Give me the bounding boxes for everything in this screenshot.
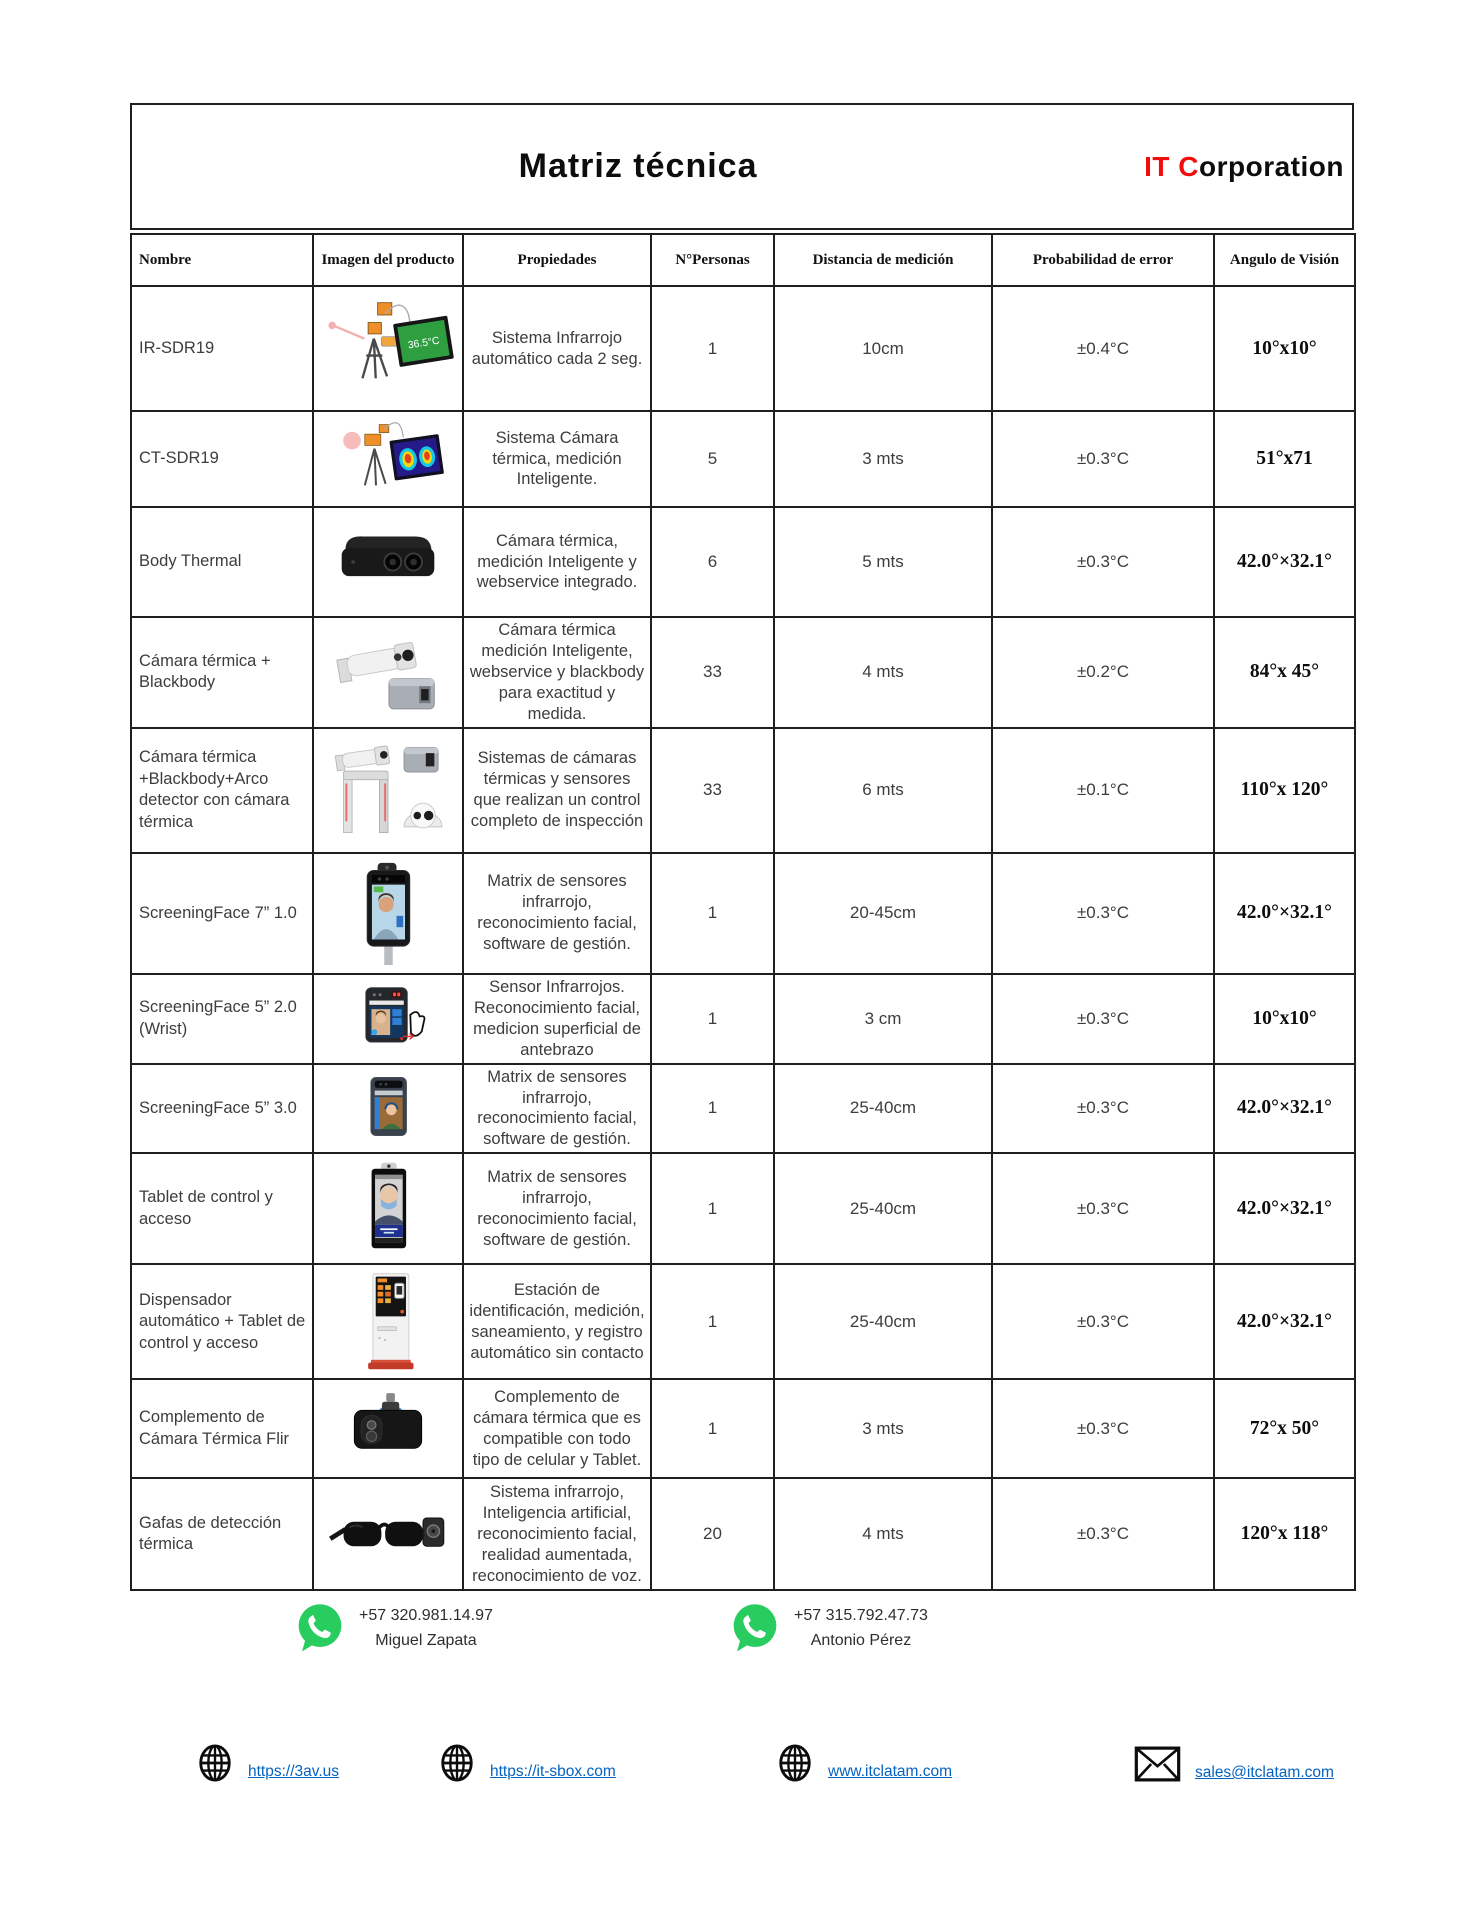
product-persons: 1 <box>651 974 774 1064</box>
whatsapp-icon[interactable] <box>728 1602 782 1656</box>
table-row <box>131 617 1355 728</box>
product-distance: 25-40cm <box>774 1264 992 1379</box>
product-distance: 3 cm <box>774 974 992 1064</box>
product-persons: 20 <box>651 1478 774 1590</box>
product-image-screeningface-5-2-wrist <box>334 979 442 1058</box>
column-header-angulo: Angulo de Visión <box>1214 234 1355 286</box>
product-error: ±0.2°C <box>992 617 1214 728</box>
logo-red-part: IT C <box>1144 150 1199 182</box>
product-error: ±0.3°C <box>992 853 1214 974</box>
product-persons: 6 <box>651 507 774 617</box>
product-name: Complemento de Cámara Térmica Flir <box>131 1379 313 1478</box>
product-image-ir-sdr19 <box>317 297 459 401</box>
column-header-distancia: Distancia de medición <box>774 234 992 286</box>
product-angle: 10°x10° <box>1214 286 1355 411</box>
company-logo <box>1144 151 1352 183</box>
product-name: Cámara térmica + Blackbody <box>131 617 313 728</box>
product-persons: 1 <box>651 853 774 974</box>
product-error: ±0.3°C <box>992 1064 1214 1154</box>
product-angle: 10°x10° <box>1214 974 1355 1064</box>
product-properties: Matrix de sensores infrarrojo, reconocimiento facial, software de gestión. <box>463 1064 651 1154</box>
product-error: ±0.3°C <box>992 1153 1214 1264</box>
header-row <box>131 234 1355 286</box>
column-header-personas: N°Personas <box>651 234 774 286</box>
page-title: Matriz técnica <box>518 147 758 185</box>
product-image-camara-blackbody-arco <box>317 738 459 842</box>
footer <box>0 1570 1483 1920</box>
product-distance: 20-45cm <box>774 853 992 974</box>
product-image-dispensador <box>317 1270 459 1374</box>
product-distance: 3 mts <box>774 1379 992 1478</box>
product-name: CT-SDR19 <box>131 411 313 507</box>
table-row <box>131 1153 1355 1264</box>
product-image-tablet-control <box>323 1161 453 1256</box>
product-angle: 84°x 45° <box>1214 617 1355 728</box>
product-angle: 42.0°×32.1° <box>1214 1064 1355 1154</box>
contact-miguel <box>293 1602 493 1656</box>
product-properties: Sistemas de cámaras térmicas y sensores que realizan un control completo de inspección <box>463 728 651 853</box>
globe-icon <box>196 1742 234 1784</box>
product-properties: Matrix de sensores infrarrojo, reconocimiento facial, software de gestión. <box>463 853 651 974</box>
contact-name: Miguel Zapata <box>375 1632 477 1649</box>
product-distance: 3 mts <box>774 411 992 507</box>
column-header-propiedades: Propiedades <box>463 234 651 286</box>
product-name: ScreeningFace 7” 1.0 <box>131 853 313 974</box>
link-itsbox-label[interactable]: https://it-sbox.com <box>490 1763 616 1780</box>
whatsapp-icon[interactable] <box>293 1602 347 1656</box>
product-properties: Sistema Infrarrojo automático cada 2 seg. <box>463 286 651 411</box>
product-distance: 5 mts <box>774 507 992 617</box>
product-name: Body Thermal <box>131 507 313 617</box>
product-angle: 51°x71 <box>1214 411 1355 507</box>
product-persons: 33 <box>651 617 774 728</box>
product-distance: 4 mts <box>774 1478 992 1590</box>
link-sales-email <box>1134 1746 1334 1782</box>
contact-phone: +57 320.981.14.97 <box>359 1607 493 1625</box>
product-angle: 42.0°×32.1° <box>1214 853 1355 974</box>
product-persons: 1 <box>651 1064 774 1154</box>
product-error: ±0.4°C <box>992 286 1214 411</box>
product-distance: 25-40cm <box>774 1064 992 1154</box>
title-row <box>130 103 1354 230</box>
link-3av-label[interactable]: https://3av.us <box>248 1763 340 1780</box>
product-persons: 1 <box>651 1153 774 1264</box>
product-persons: 1 <box>651 1379 774 1478</box>
product-name: IR-SDR19 <box>131 286 313 411</box>
link-itclatam <box>776 1742 952 1784</box>
product-persons: 5 <box>651 411 774 507</box>
table-row <box>131 1379 1355 1478</box>
product-persons: 33 <box>651 728 774 853</box>
product-matrix-table <box>130 233 1356 1591</box>
product-angle: 42.0°×32.1° <box>1214 1153 1355 1264</box>
product-name: ScreeningFace 5” 3.0 <box>131 1064 313 1154</box>
product-error: ±0.3°C <box>992 1264 1214 1379</box>
table-row <box>131 507 1355 617</box>
product-name: Tablet de control y acceso <box>131 1153 313 1264</box>
product-properties: Complemento de cámara térmica que es compatible con todo tipo de celular y Tablet. <box>463 1379 651 1478</box>
product-distance: 25-40cm <box>774 1153 992 1264</box>
product-distance: 6 mts <box>774 728 992 853</box>
product-properties: Matrix de sensores infrarrojo, reconocimiento facial, software de gestión. <box>463 1153 651 1264</box>
product-angle: 42.0°×32.1° <box>1214 507 1355 617</box>
column-header-imagen: Imagen del producto <box>313 234 463 286</box>
contact-antonio <box>728 1602 928 1656</box>
contact-name: Antonio Pérez <box>810 1632 912 1649</box>
globe-icon <box>438 1742 476 1784</box>
product-image-screeningface-5-3 <box>338 1072 438 1145</box>
product-name: ScreeningFace 5” 2.0 (Wrist) <box>131 974 313 1064</box>
logo-black-part: orporation <box>1199 150 1344 182</box>
table-row <box>131 853 1355 974</box>
product-properties: Cámara térmica medición Inteligente, webservice y blackbody para exactitud y medida. <box>463 617 651 728</box>
product-error: ±0.3°C <box>992 974 1214 1064</box>
product-image-flir <box>323 1381 453 1476</box>
matrix-document <box>130 103 1354 1591</box>
product-name: Cámara térmica +Blackbody+Arco detector con cámara térmica <box>131 728 313 853</box>
table-row <box>131 286 1355 411</box>
product-image-body-thermal <box>317 510 459 614</box>
link-3av <box>196 1742 339 1784</box>
product-properties: Sistema infrarrojo, Inteligencia artificial, reconocimiento facial, realidad aumentada, reconocimiento de voz. <box>463 1478 651 1590</box>
product-distance: 10cm <box>774 286 992 411</box>
product-image-ct-sdr19 <box>328 415 448 503</box>
product-properties: Sensor Infrarrojos. Reconocimiento facial, medicion superficial de antebrazo <box>463 974 651 1064</box>
product-properties: Cámara térmica, medición Inteligente y webservice integrado. <box>463 507 651 617</box>
product-name: Dispensador automático + Tablet de control y acceso <box>131 1264 313 1379</box>
product-error: ±0.3°C <box>992 507 1214 617</box>
product-error: ±0.3°C <box>992 411 1214 507</box>
product-angle: 120°x 118° <box>1214 1478 1355 1590</box>
product-distance: 4 mts <box>774 617 992 728</box>
column-header-probabilidad: Probabilidad de error <box>992 234 1214 286</box>
link-sales-email-label[interactable]: sales@itclatam.com <box>1195 1764 1334 1781</box>
table-row <box>131 728 1355 853</box>
column-header-nombre: Nombre <box>131 234 313 286</box>
email-icon <box>1134 1746 1181 1782</box>
product-persons: 1 <box>651 286 774 411</box>
product-angle: 42.0°×32.1° <box>1214 1264 1355 1379</box>
product-error: ±0.3°C <box>992 1478 1214 1590</box>
table-row <box>131 1264 1355 1379</box>
product-image-screeningface-7 <box>317 861 459 965</box>
svg-text:36.5°C: 36.5°C <box>407 335 441 351</box>
product-error: ±0.1°C <box>992 728 1214 853</box>
product-image-camara-blackbody <box>317 620 459 724</box>
product-name: Gafas de detección térmica <box>131 1478 313 1590</box>
table-row <box>131 411 1355 507</box>
table-row <box>131 974 1355 1064</box>
contact-phone: +57 315.792.47.73 <box>794 1607 928 1625</box>
product-angle: 72°x 50° <box>1214 1379 1355 1478</box>
link-itsbox <box>438 1742 616 1784</box>
table-row <box>131 1064 1355 1154</box>
product-angle: 110°x 120° <box>1214 728 1355 853</box>
link-itclatam-label[interactable]: www.itclatam.com <box>828 1763 953 1780</box>
product-properties: Sistema Cámara térmica, medición Inteligente. <box>463 411 651 507</box>
product-properties: Estación de identificación, medición, saneamiento, y registro automático sin contacto <box>463 1264 651 1379</box>
globe-icon <box>776 1742 814 1784</box>
product-persons: 1 <box>651 1264 774 1379</box>
product-error: ±0.3°C <box>992 1379 1214 1478</box>
